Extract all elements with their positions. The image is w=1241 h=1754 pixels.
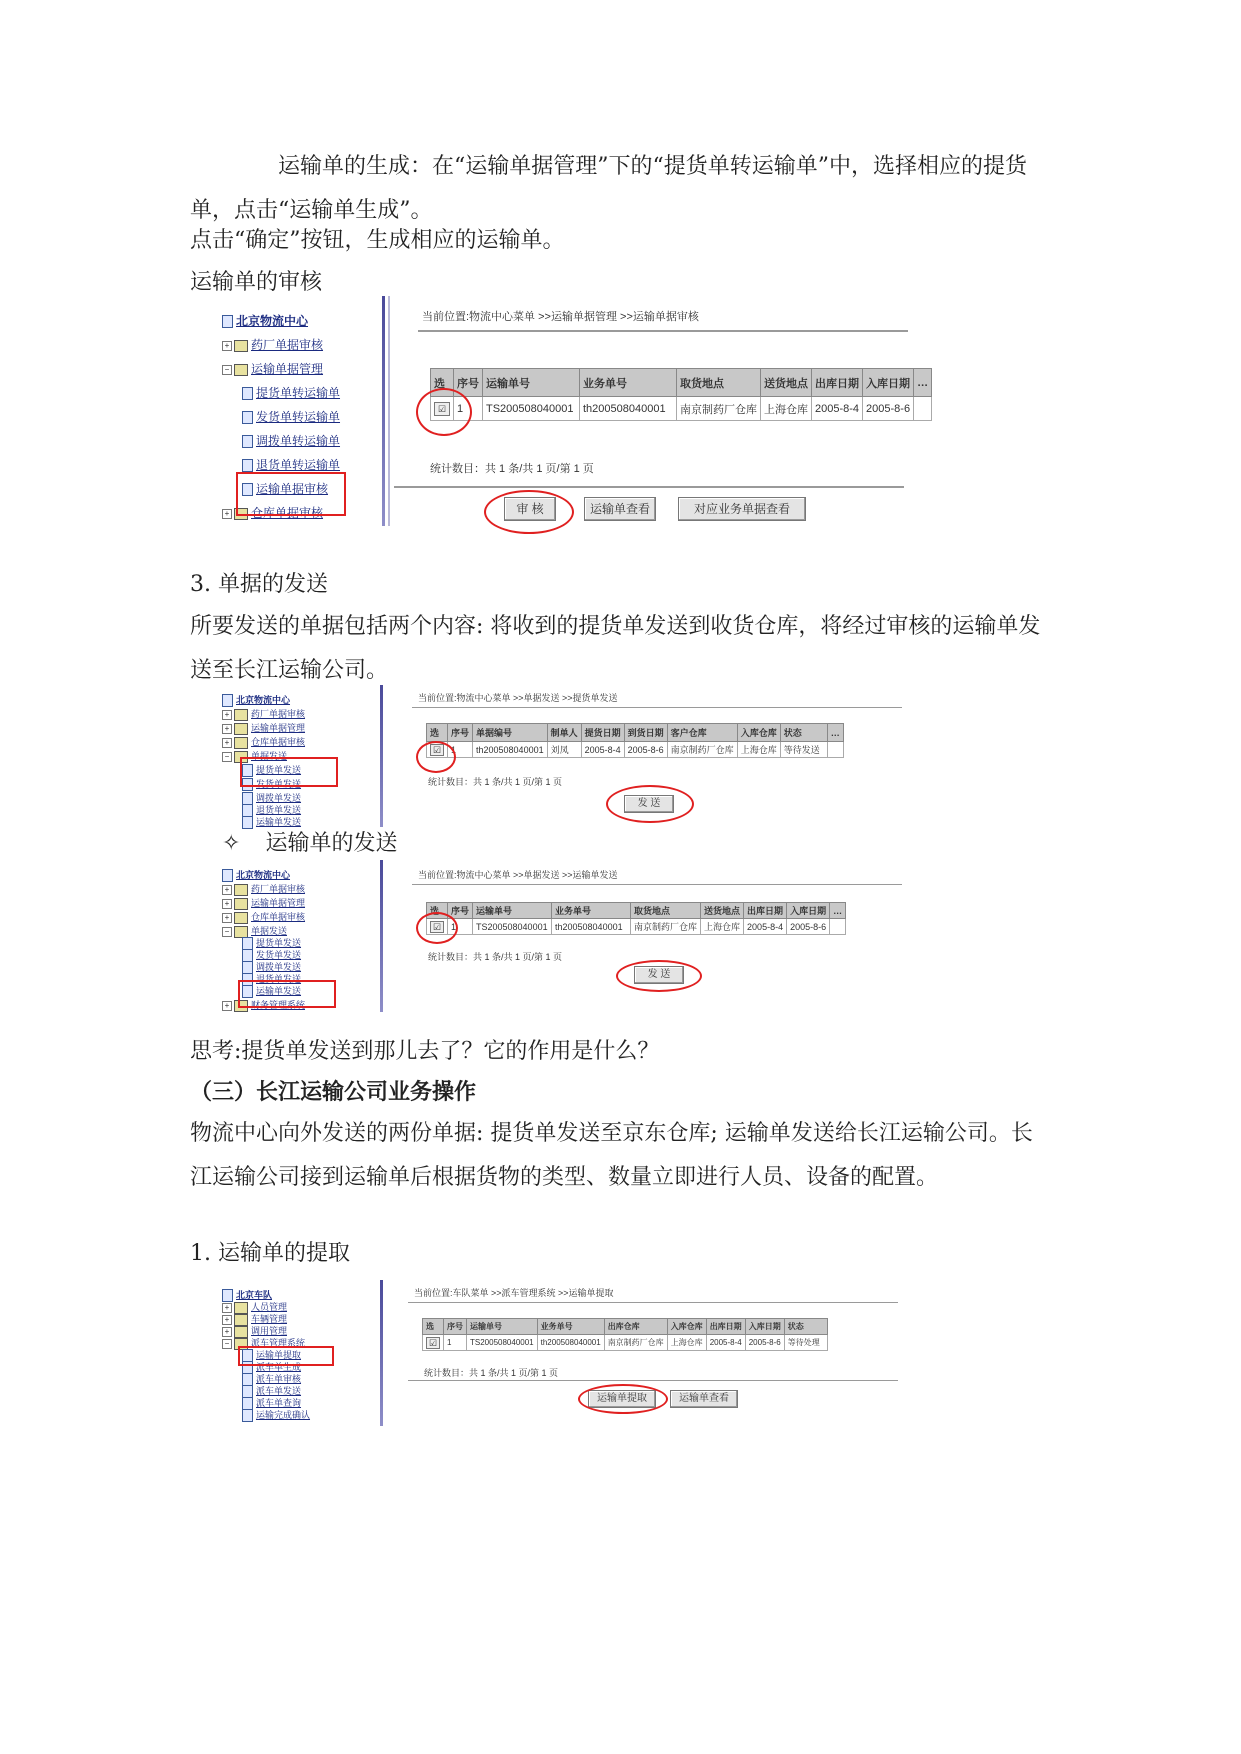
subheading-transport-send: ✧ 运输单的发送 (222, 831, 398, 856)
tree-item[interactable]: + 药厂单据审核 (222, 882, 305, 896)
paragraph-question: 思考:提货单发送到那儿去了？它的作用是什么？ (190, 1039, 660, 1064)
tree-root[interactable]: 北京物流中心 (222, 693, 290, 707)
expand-icon: + (222, 341, 232, 351)
document-icon (242, 459, 253, 472)
view-transport-button[interactable]: 运输单查看 (584, 497, 656, 521)
tree-item[interactable]: 派车单查询 (242, 1396, 301, 1410)
tree-item[interactable]: 发货单转运输单 (242, 408, 340, 425)
row-checkbox[interactable]: ☑ (430, 744, 444, 756)
tree-item[interactable]: − 单据发送 (222, 749, 287, 763)
frame-divider (388, 296, 390, 526)
row-checkbox[interactable]: ☑ (434, 402, 450, 416)
divider (408, 1302, 898, 1303)
divider (408, 1380, 898, 1381)
expand-icon: + (222, 724, 232, 734)
tree-item[interactable]: + 运输单据管理 (222, 896, 305, 910)
divider (412, 884, 902, 885)
tree-item[interactable]: 派车单审核 (242, 1372, 301, 1386)
tree-item-selected[interactable]: 运输单提取 (242, 1348, 301, 1362)
tree-item[interactable]: − 运输单据管理 (222, 360, 323, 377)
heading-transport-extract: 1. 运输单的提取 (190, 1241, 350, 1266)
section-heading: （三）长江运输公司业务操作 (190, 1079, 477, 1105)
paragraph-confirm: 点击“确定”按钮，生成相应的运输单。 (190, 228, 565, 253)
tree-item[interactable]: + 车辆管理 (222, 1312, 287, 1326)
document-icon (242, 387, 253, 400)
tree-item[interactable]: 调拨单转运输单 (242, 432, 340, 449)
folder-icon (234, 737, 248, 749)
document-icon (242, 435, 253, 448)
highlight-box (238, 1346, 334, 1366)
tree-item[interactable]: + 运输单据管理 (222, 721, 305, 735)
table-header: 选 序号 运输单号 业务单号 出库仓库 入库仓库 出库日期 入库日期 状态 (423, 1319, 828, 1335)
tree-item[interactable]: + 仓库单据审核 (222, 735, 305, 749)
row-checkbox[interactable]: ☑ (430, 921, 444, 933)
table-header: 选 序号 运输单号 业务单号 取货地点 送货地点 出库日期 入库日期 … (431, 369, 932, 397)
row-checkbox[interactable]: ☑ (426, 1337, 440, 1349)
highlight-box (236, 472, 346, 516)
document-icon (242, 1409, 253, 1422)
tree-item[interactable]: 提货单转运输单 (242, 384, 340, 401)
paragraph-doc-send: 所要发送的单据包括两个内容: 将收到的提货单发送到收货仓库，将经过审核的运输单发送至长江运输公司。 (190, 614, 1041, 683)
folder-icon (234, 709, 248, 721)
tree-item[interactable]: + 人员管理 (222, 1300, 287, 1314)
tree-root[interactable]: 北京物流中心 (222, 312, 308, 329)
view-transport-button[interactable]: 运输单查看 (670, 1390, 738, 1408)
folder-icon (234, 898, 248, 910)
table-header: 选 序号 运输单号 业务单号 取货地点 送货地点 出库日期 入库日期 … (427, 903, 846, 919)
divider (394, 486, 904, 488)
extract-button[interactable]: 运输单提取 (588, 1390, 656, 1408)
review-button[interactable]: 审 核 (504, 497, 556, 521)
table-header: 选 序号 单据编号 制单人 提货日期 到货日期 客户仓库 入库仓库 状态 … (427, 724, 844, 742)
record-count: 统计数目：共 1 条/共 1 页/第 1 页 (428, 777, 563, 787)
screenshot-transport-review (222, 296, 1012, 526)
collapse-icon: − (222, 1339, 232, 1349)
data-table (422, 1318, 828, 1351)
data-table (426, 902, 846, 935)
breadcrumb: 当前位置:物流中心菜单 >>运输单据管理 >>运输单据审核 (422, 311, 699, 323)
tree-item[interactable]: 退货单转运输单 (242, 456, 340, 473)
tree-item[interactable]: − 单据发送 (222, 924, 287, 938)
tree-item[interactable]: + 仓库单据审核 (222, 504, 323, 521)
frame-divider (380, 1280, 383, 1426)
table-row[interactable]: ☑ 1 th200508040001 刘凤 2005-8-4 2005-8-6 南京制药厂仓库 上海仓库 等待发送 (427, 742, 844, 758)
tree-item[interactable]: 运输完成确认 (242, 1408, 310, 1422)
frame-divider (380, 685, 383, 827)
tree-item[interactable]: + 药厂单据审核 (222, 336, 323, 353)
send-button[interactable]: 发 送 (624, 795, 674, 813)
highlight-oval (606, 785, 694, 823)
diamond-icon: ✧ (222, 831, 241, 856)
folder-icon (234, 723, 248, 735)
expand-icon: + (222, 885, 232, 895)
expand-icon: + (222, 1315, 232, 1325)
expand-icon: + (222, 913, 232, 923)
tree-item[interactable]: 运输单发送 (242, 815, 301, 829)
paragraph-logistics: 物流中心向外发送的两份单据: 提货单发送至京东仓库; 运输单发送给长江运输公司。长江运输公司接到运输单后根据货物的类型、数量立即进行人员、设备的配置。 (190, 1121, 1033, 1190)
highlight-oval (616, 960, 702, 992)
folder-icon (222, 869, 233, 882)
highlight-oval (416, 912, 458, 944)
tree-root[interactable]: 北京车队 (222, 1288, 272, 1302)
tree-item[interactable]: 发货单发送 (242, 948, 301, 962)
divider (418, 330, 908, 332)
tree-item[interactable]: + 财务管理系统 (222, 998, 305, 1012)
table-row[interactable]: ☑ 1 TS200508040001 th200508040001 南京制药厂仓库 上海仓库 2005-8-4 2005-8-6 等待处理 (423, 1335, 828, 1351)
tree-item-selected[interactable]: 运输单发送 (242, 984, 301, 998)
highlight-box (240, 757, 338, 787)
view-business-doc-button[interactable]: 对应业务单据查看 (678, 497, 806, 521)
expand-icon: + (222, 1327, 232, 1337)
data-table (430, 368, 932, 421)
tree-item[interactable]: − 派车管理系统 (222, 1336, 305, 1350)
tree-item[interactable]: + 仓库单据审核 (222, 910, 305, 924)
folder-icon (222, 315, 233, 328)
tree-item-selected[interactable]: 提货单发送 (242, 763, 301, 777)
data-table (426, 723, 844, 758)
highlight-oval (578, 1384, 668, 1414)
document-icon (242, 411, 253, 424)
expand-icon: + (222, 1001, 232, 1011)
record-count: 统计数目：共 1 条/共 1 页/第 1 页 (424, 1368, 559, 1378)
expand-icon: + (222, 710, 232, 720)
expand-icon: + (222, 1303, 232, 1313)
paragraph-transport-generate: 运输单的生成：在“运输单据管理”下的“提货单转运输单”中，选择相应的提货单，点击“运输单生成”。 (190, 154, 1027, 223)
nav-tree (222, 860, 382, 1012)
highlight-box (238, 980, 336, 1008)
tree-item[interactable]: 提货单发送 (242, 936, 301, 950)
tree-item[interactable]: 调拨单发送 (242, 960, 301, 974)
folder-icon (234, 884, 248, 896)
screenshot-transport-extract (222, 1280, 1012, 1426)
tree-item[interactable]: 派车单生成 (242, 1360, 301, 1374)
screenshot-transport-send (222, 860, 1012, 1012)
tree-item[interactable]: + 药厂单据审核 (222, 707, 305, 721)
expand-icon: + (222, 509, 232, 519)
screenshot-delivery-send (222, 685, 1012, 827)
table-row[interactable]: ☑ 1 TS200508040001 th200508040001 南京制药厂仓库 上海仓库 2005-8-4 2005-8-6 (427, 919, 846, 935)
nav-tree (222, 296, 382, 526)
heading-transport-review: 运输单的审核 (190, 270, 323, 295)
collapse-icon: − (222, 752, 232, 762)
frame-divider (382, 296, 385, 526)
record-count: 统计数目：共 1 条/共 1 页/第 1 页 (430, 463, 594, 475)
tree-item[interactable]: + 调用管理 (222, 1324, 287, 1338)
tree-root[interactable]: 北京物流中心 (222, 868, 290, 882)
highlight-oval (484, 490, 574, 534)
nav-tree (222, 685, 382, 827)
highlight-oval (416, 388, 472, 436)
folder-icon (234, 364, 248, 376)
breadcrumb: 当前位置:物流中心菜单 >>单据发送 >>运输单发送 (418, 870, 618, 880)
highlight-oval (416, 741, 456, 773)
tree-item[interactable]: 调拨单发送 (242, 791, 301, 805)
tree-item[interactable]: 退货单发送 (242, 972, 301, 986)
folder-icon (222, 694, 233, 707)
expand-icon: + (222, 738, 232, 748)
heading-doc-send: 3. 单据的发送 (190, 572, 328, 597)
expand-icon: + (222, 899, 232, 909)
breadcrumb: 当前位置:物流中心菜单 >>单据发送 >>提货单发送 (418, 693, 618, 703)
tree-item[interactable]: 发货单发送 (242, 777, 301, 791)
tree-item-selected[interactable]: 运输单据审核 (242, 480, 328, 497)
collapse-icon: − (222, 365, 232, 375)
tree-item[interactable]: 派车单发送 (242, 1384, 301, 1398)
folder-icon (234, 912, 248, 924)
collapse-icon: − (222, 927, 232, 937)
divider (412, 707, 902, 708)
table-row[interactable]: ☑ 1 TS200508040001 th200508040001 南京制药厂仓库 上海仓库 2005-8-4 2005-8-6 (431, 397, 932, 421)
send-button[interactable]: 发 送 (634, 966, 684, 984)
breadcrumb: 当前位置:车队菜单 >>派车管理系统 >>运输单提取 (414, 1288, 614, 1298)
frame-divider (380, 860, 383, 1012)
nav-tree (222, 1280, 382, 1426)
folder-icon (234, 340, 248, 352)
tree-item[interactable]: 退货单发送 (242, 803, 301, 817)
record-count: 统计数目：共 1 条/共 1 页/第 1 页 (428, 952, 563, 962)
